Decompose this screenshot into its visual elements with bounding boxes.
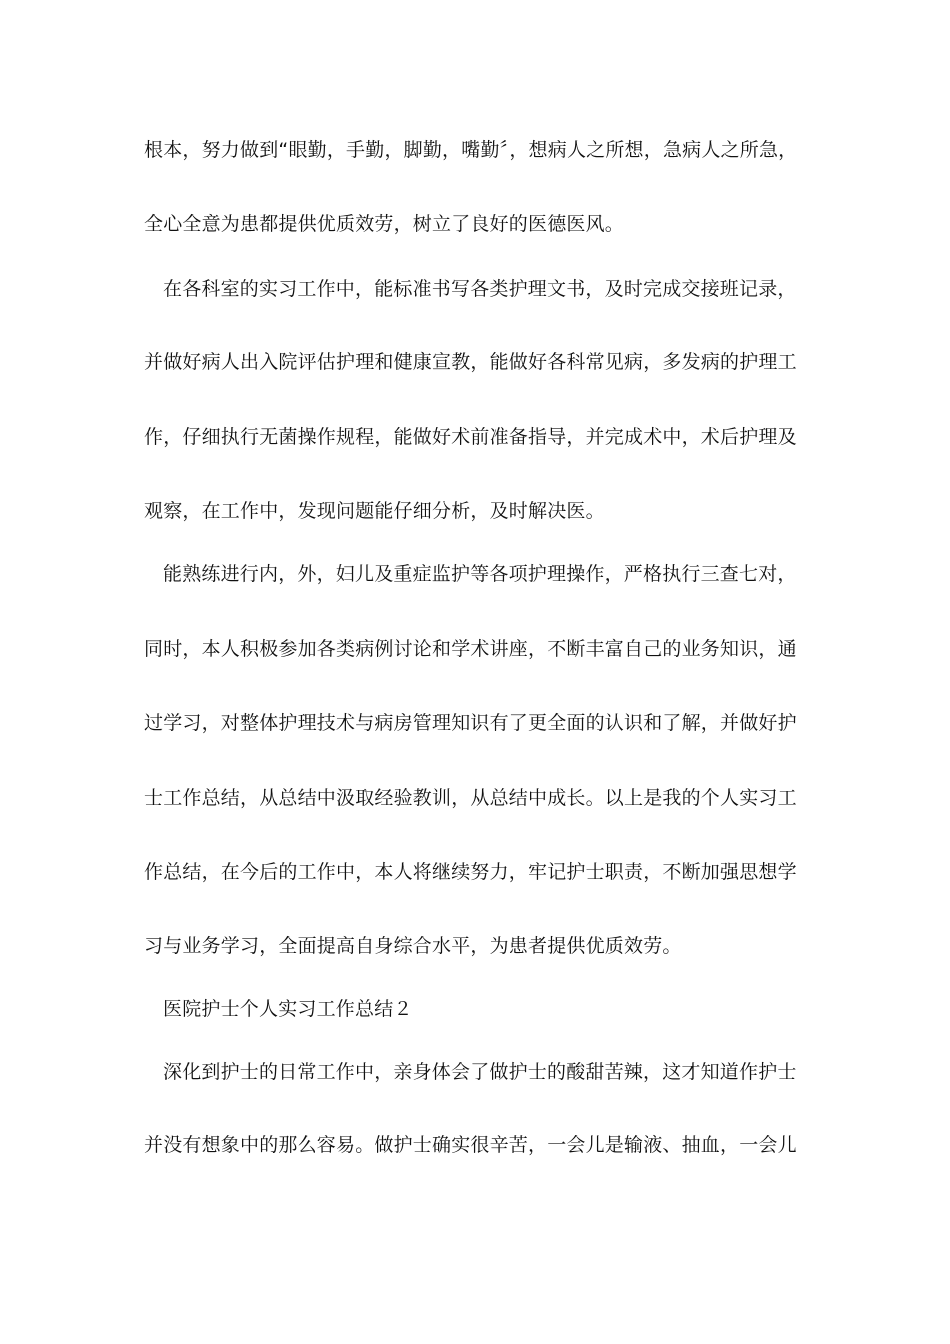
paragraph-line: 作，仔细执行无菌操作规程，能做好术前准备指导，并完成术中，术后护理及 <box>144 426 797 448</box>
paragraph-line: 士工作总结，从总结中汲取经验教训，从总结中成长。以上是我的个人实习工 <box>144 787 797 809</box>
paragraph-line: 观察，在工作中，发现问题能仔细分析，及时解决医。 <box>144 500 605 522</box>
paragraph-line: 在各科室的实习工作中，能标准书写各类护理文书，及时完成交接班记录， <box>163 278 797 300</box>
paragraph-line: 深化到护士的日常工作中，亲身体会了做护士的酸甜苦辣，这才知道作护士 <box>163 1061 797 1083</box>
paragraph-line: 过学习，对整体护理技术与病房管理知识有了更全面的认识和了解，并做好护 <box>144 712 797 734</box>
paragraph-line: 作总结，在今后的工作中，本人将继续努力，牢记护士职责，不断加强思想学 <box>144 861 797 883</box>
paragraph-line: 同时，本人积极参加各类病例讨论和学术讲座，不断丰富自己的业务知识，通 <box>144 638 797 660</box>
paragraph-line: 习与业务学习，全面提高自身综合水平，为患者提供优质效劳。 <box>144 935 682 957</box>
paragraph-line: 并没有想象中的那么容易。做护士确实很辛苦，一会儿是输液、抽血，一会儿 <box>144 1134 797 1156</box>
paragraph-line: 能熟练进行内，外，妇儿及重症监护等各项护理操作，严格执行三查七对， <box>163 563 797 585</box>
section-heading: 医院护士个人实习工作总结２ <box>163 998 413 1020</box>
paragraph-line: 并做好病人出入院评估护理和健康宣教，能做好各科常见病，多发病的护理工 <box>144 351 797 373</box>
paragraph-line: 全心全意为患都提供优质效劳，树立了良好的医德医风。 <box>144 213 625 235</box>
paragraph-line: 根本，努力做到“眼勤，手勤，脚勤，嘴勤〞，想病人之所想，急病人之所急， <box>144 139 798 161</box>
